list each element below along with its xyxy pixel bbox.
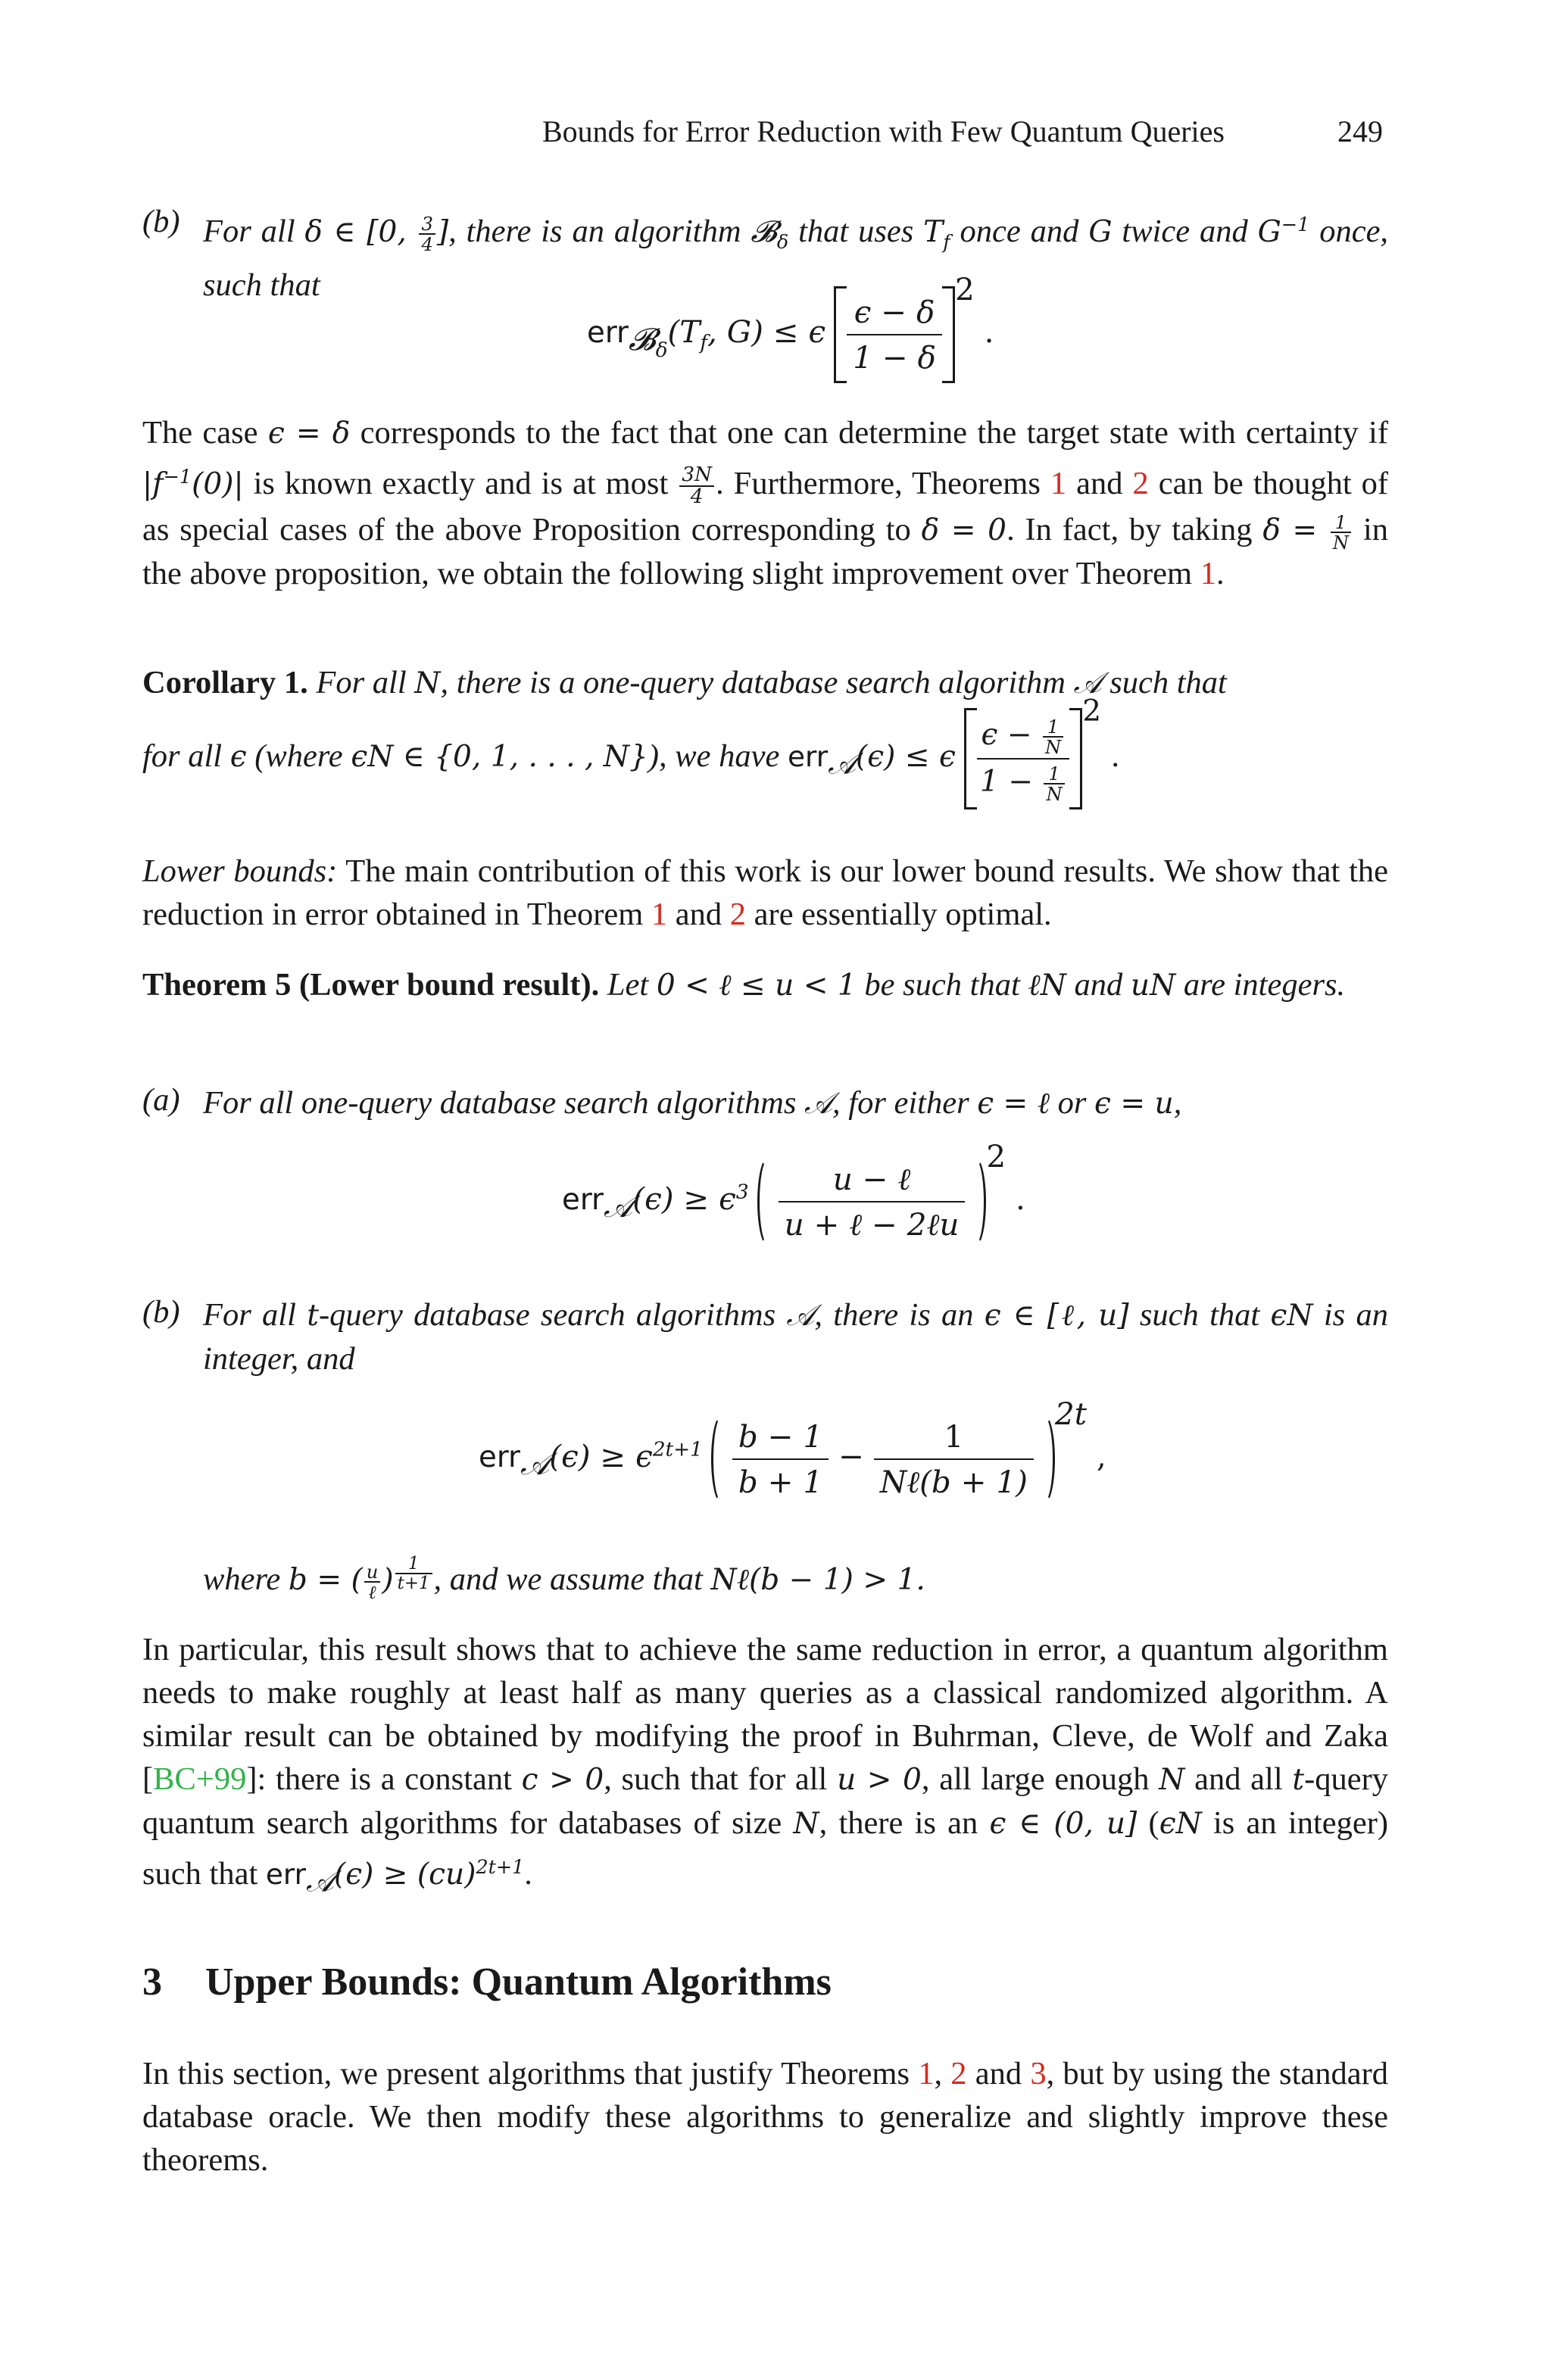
ref-theorem-3[interactable]: 3 — [1030, 2056, 1047, 2091]
item-a-label: (a) — [142, 1082, 180, 1118]
ref-theorem-1b[interactable]: 1 — [1200, 556, 1216, 592]
section-3-heading — [142, 1960, 832, 2004]
corollary-1: Corollary 1. For all N, there is a one-query database search algorithm 𝒜 such that — [142, 665, 1227, 700]
page-number: 249 — [1337, 114, 1383, 148]
paragraph-lower-bounds: Lower bounds: The main contribution of this work is our lower bound results. We show that the reduction in error obtained in Theorem 1 and 2 are essentially optimal. — [142, 853, 1388, 932]
ref-theorem-2c[interactable]: 2 — [950, 2056, 967, 2091]
corollary-label: Corollary 1. — [142, 665, 308, 700]
item-b-top-label: (b) — [142, 204, 180, 239]
ref-theorem-1c[interactable]: 1 — [651, 897, 668, 932]
theorem-5-label: Theorem 5 (Lower bound result). — [142, 967, 600, 1003]
paragraph-in-particular: In particular, this result shows that to achieve the same reduction in error, a quantum algorithm needs to make roughly at least half as many queries as a classical randomized algorithm. A similar result can be obtained by modifying the proof in Buhrman, Cleve, de Wolf and Zaka [BC+99]: there is a constant c > 0, such that for all u > 0, all large enough N and all t-query quantum search algorithms for databases of size N, there is an ϵ ∈ (0, u] (ϵN is an integer) such that err$_𝒜$(ϵ) ≥ (cu)$^{2t+1}$. — [142, 1632, 1389, 1899]
equation-err-b-delta: $err_{𝓑_\delta}(T_f$, G) ≤ ϵ $\frac{\epsilon - \delta}{1 - \delta}$ $^2$ . — [587, 286, 994, 383]
corollary-equation: for all ϵ (where ϵN ∈ {0, 1, . . . , N}), we have err$_𝒜$(ϵ) ≤ ϵ ϵ − $\frac{1}{N}$ 1 − $\frac{1}{N}$ $^2$ . — [142, 708, 1120, 809]
item-b-top-text: For all δ ∈ [0, $\frac{3}{4}$ ], there is an algorithm 𝓑$_\delta$ that uses $T_f$ once and G twice and $G^{-1}$ once, such that — [203, 212, 1389, 303]
paragraph-the-case: The case ϵ = δ corresponds to the fact that one can determine the target state with certainty if $|f^{-1}(0)|$ is known exactly and is at most $\frac{3N}{4}$ . Furthermore, Theorems 1 and 2 can be thought of as special cases of the above Proposition corresponding to δ = 0. In fact, by taking δ = $\frac{1}{N}$ in the above proposition, we obtain the following slight improvement over Theorem 1. — [142, 415, 1389, 592]
ref-bc99[interactable]: BC+99 — [153, 1761, 247, 1797]
ref-theorem-2b[interactable]: 2 — [729, 897, 747, 932]
where-clause: where b = ( $\frac{u}{\text{ℓ}}$ ) $^{\frac{1}{t+1}}$ , and we assume that Nℓ(b − 1) > 1. — [203, 1554, 925, 1604]
running-title: Bounds for Error Reduction with Few Quantum Queries — [542, 114, 1225, 148]
equation-item-a: $err_𝒜(\epsilon) \ge \epsilon^3$ u − ℓ u + ℓ − 2ℓu $^2$ . — [562, 1157, 1025, 1246]
section-number: 3 — [142, 1960, 162, 2004]
item-a-text: For all one-query database search algorithms 𝒜, for either ϵ = ℓ or ϵ = u, — [203, 1085, 1182, 1121]
ref-theorem-1d[interactable]: 1 — [918, 2056, 935, 2091]
item-b-low-text: For all t-query database search algorithms 𝒜, there is an ϵ ∈ [ℓ, u] such that ϵN is an integer, and — [203, 1297, 1389, 1377]
theorem-5: Theorem 5 (Lower bound result). Let 0 < ℓ ≤ u < 1 be such that ℓN and uN are integers. — [142, 967, 1346, 1003]
section-title: Upper Bounds: Quantum Algorithms — [205, 1960, 832, 2004]
paragraph-section-3: In this section, we present algorithms that justify Theorems 1, 2 and 3, but by using the standard database oracle. We then modify these algorithms to generalize and slightly improve these theorems. — [142, 2056, 1389, 2178]
item-b-low-label: (b) — [142, 1294, 180, 1330]
ref-theorem-2[interactable]: 2 — [1132, 466, 1149, 502]
equation-item-b: $err_𝒜(\epsilon) \ge \epsilon^{2t+1}$ $\frac{b - 1}{b + 1}$ − 1 Nℓ(b + 1) $^{2t}$ , — [479, 1415, 1106, 1504]
ref-theorem-1[interactable]: 1 — [1050, 466, 1067, 502]
